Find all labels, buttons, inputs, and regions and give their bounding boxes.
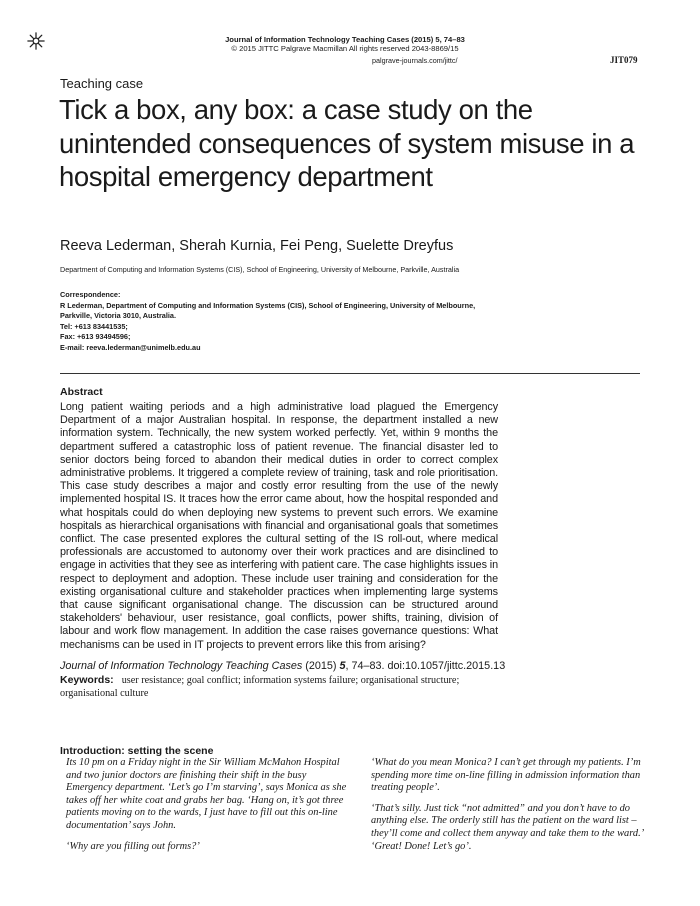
journal-website-link[interactable]: palgrave-journals.com/jittc/ xyxy=(372,56,458,65)
keywords-block xyxy=(60,674,500,700)
article-code: JIT079 xyxy=(610,55,638,65)
publisher-logo-icon xyxy=(27,32,45,50)
article-title: Tick a box, any box: a case study on the unintended consequences of system misuse in a hospital emergency department xyxy=(59,94,635,192)
citation-volume: 5 xyxy=(339,660,346,672)
author-affiliation: Department of Computing and Information Systems (CIS), School of Engineering, University of Melbourne, Parkville, Australia xyxy=(60,265,460,274)
journal-reference: Journal of Information Technology Teaching Cases (2015) 5, 74–83 xyxy=(225,35,465,44)
correspondence-address: R Lederman, Department of Computing and Information Systems (CIS), School of Engineering, University of Melbourne, xyxy=(60,300,476,310)
citation-doi[interactable]: , 74–83. doi:10.1057/jittc.2015.13 xyxy=(345,660,506,672)
intro-paragraph: ‘That’s silly. Just tick “not admitted” and you don’t have to do anything else. The orderly still has the patient on the ward list – they’ll come and collect them anyway and take them to the ward.’ ‘Great! Done! Let’s go’. xyxy=(371,802,644,852)
correspondence-fax: Fax: +613 93494596; xyxy=(60,332,131,342)
abstract-text: Long patient waiting periods and a high administrative load plagued the Emergency Department of a major Australian hospital. In response, the department installed a new information system. Technically, the new system worked perfectly. Yet, within 9 months the department suffered a catastrophic loss of patient revenue. The financial disaster led to senior doctors being forced to abandon their medical duties in order to correct complex administrative problems. It triggered a complete review of training, task and role prioritisation. This case study describes a major and costly error resulting from the use of the newly implemented hospital IS. It traces how the error came about, how the hospital responded and what hospitals could do when deploying new systems to prevent such errors. We examine hospitals as hierarchical organisations with financial and organisational goals that sometimes conflict. The case presented explores the cultural setting of the IS roll-out, where medical professionals are accustomed to autonomy over their work practices and are disinclined to engage in activities that they see as interfering with patient care. The case highlights issues in respect to deployment and adoption. These include user training and consideration for the existing organisational culture and stakeholder practices when implementing large systems that cause significant organisational change. The discussion can be structured around stakeholders' behaviour, user resistance, goal conflicts, power shifts, training, division of labour and work flow management. In addition the case raises governance questions: What mechanisms can be used in IT projects to prevent errors like this from arising? xyxy=(60,401,498,651)
citation-line xyxy=(60,660,505,672)
citation-year: (2015) xyxy=(305,660,337,672)
introduction-heading: Introduction: setting the scene xyxy=(60,745,214,757)
intro-paragraph: Its 10 pm on a Friday night in the Sir William McMahon Hospital and two junior doctors are finishing their shift in the busy Emergency department. ‘Let’s go I’m starving’, says Monica as she takes off her white coat and grabs her bag. ‘Hang on, it’s got three patients moving on to the wards, I just have to fill out this on-line documentation’ says John. xyxy=(66,757,347,831)
correspondence-heading: Correspondence: xyxy=(60,290,121,299)
correspondence-tel: Tel: +613 83441535; xyxy=(60,321,128,331)
correspondence-address-cont: Parkville, Victoria 3010, Australia. xyxy=(60,311,177,321)
intro-paragraph: ‘What do you mean Monica? I can’t get through my patients. I’m spending more time on-line filling in admission information than treating people’. xyxy=(371,757,641,794)
keywords-label: Keywords: xyxy=(60,674,114,686)
copyright-notice: © 2015 JITTC Palgrave Macmillan All rights reserved 2043-8869/15 xyxy=(231,44,459,53)
section-label: Teaching case xyxy=(60,76,144,91)
section-divider xyxy=(60,373,640,374)
correspondence-email[interactable]: E-mail: reeva.lederman@unimelb.edu.au xyxy=(60,342,201,352)
citation-journal: Journal of Information Technology Teaching Cases xyxy=(60,660,303,672)
intro-left-column xyxy=(66,757,349,861)
intro-paragraph: ‘Why are you filling out forms?’ xyxy=(66,840,200,852)
abstract-heading: Abstract xyxy=(60,386,103,398)
keywords-list: user resistance; goal conflict; information systems failure; organisational structure; organisational culture xyxy=(60,675,460,699)
intro-right-column xyxy=(371,757,654,861)
correspondence-block xyxy=(60,290,530,354)
author-list: Reeva Lederman, Sherah Kurnia, Fei Peng, Suelette Dreyfus xyxy=(60,238,454,254)
